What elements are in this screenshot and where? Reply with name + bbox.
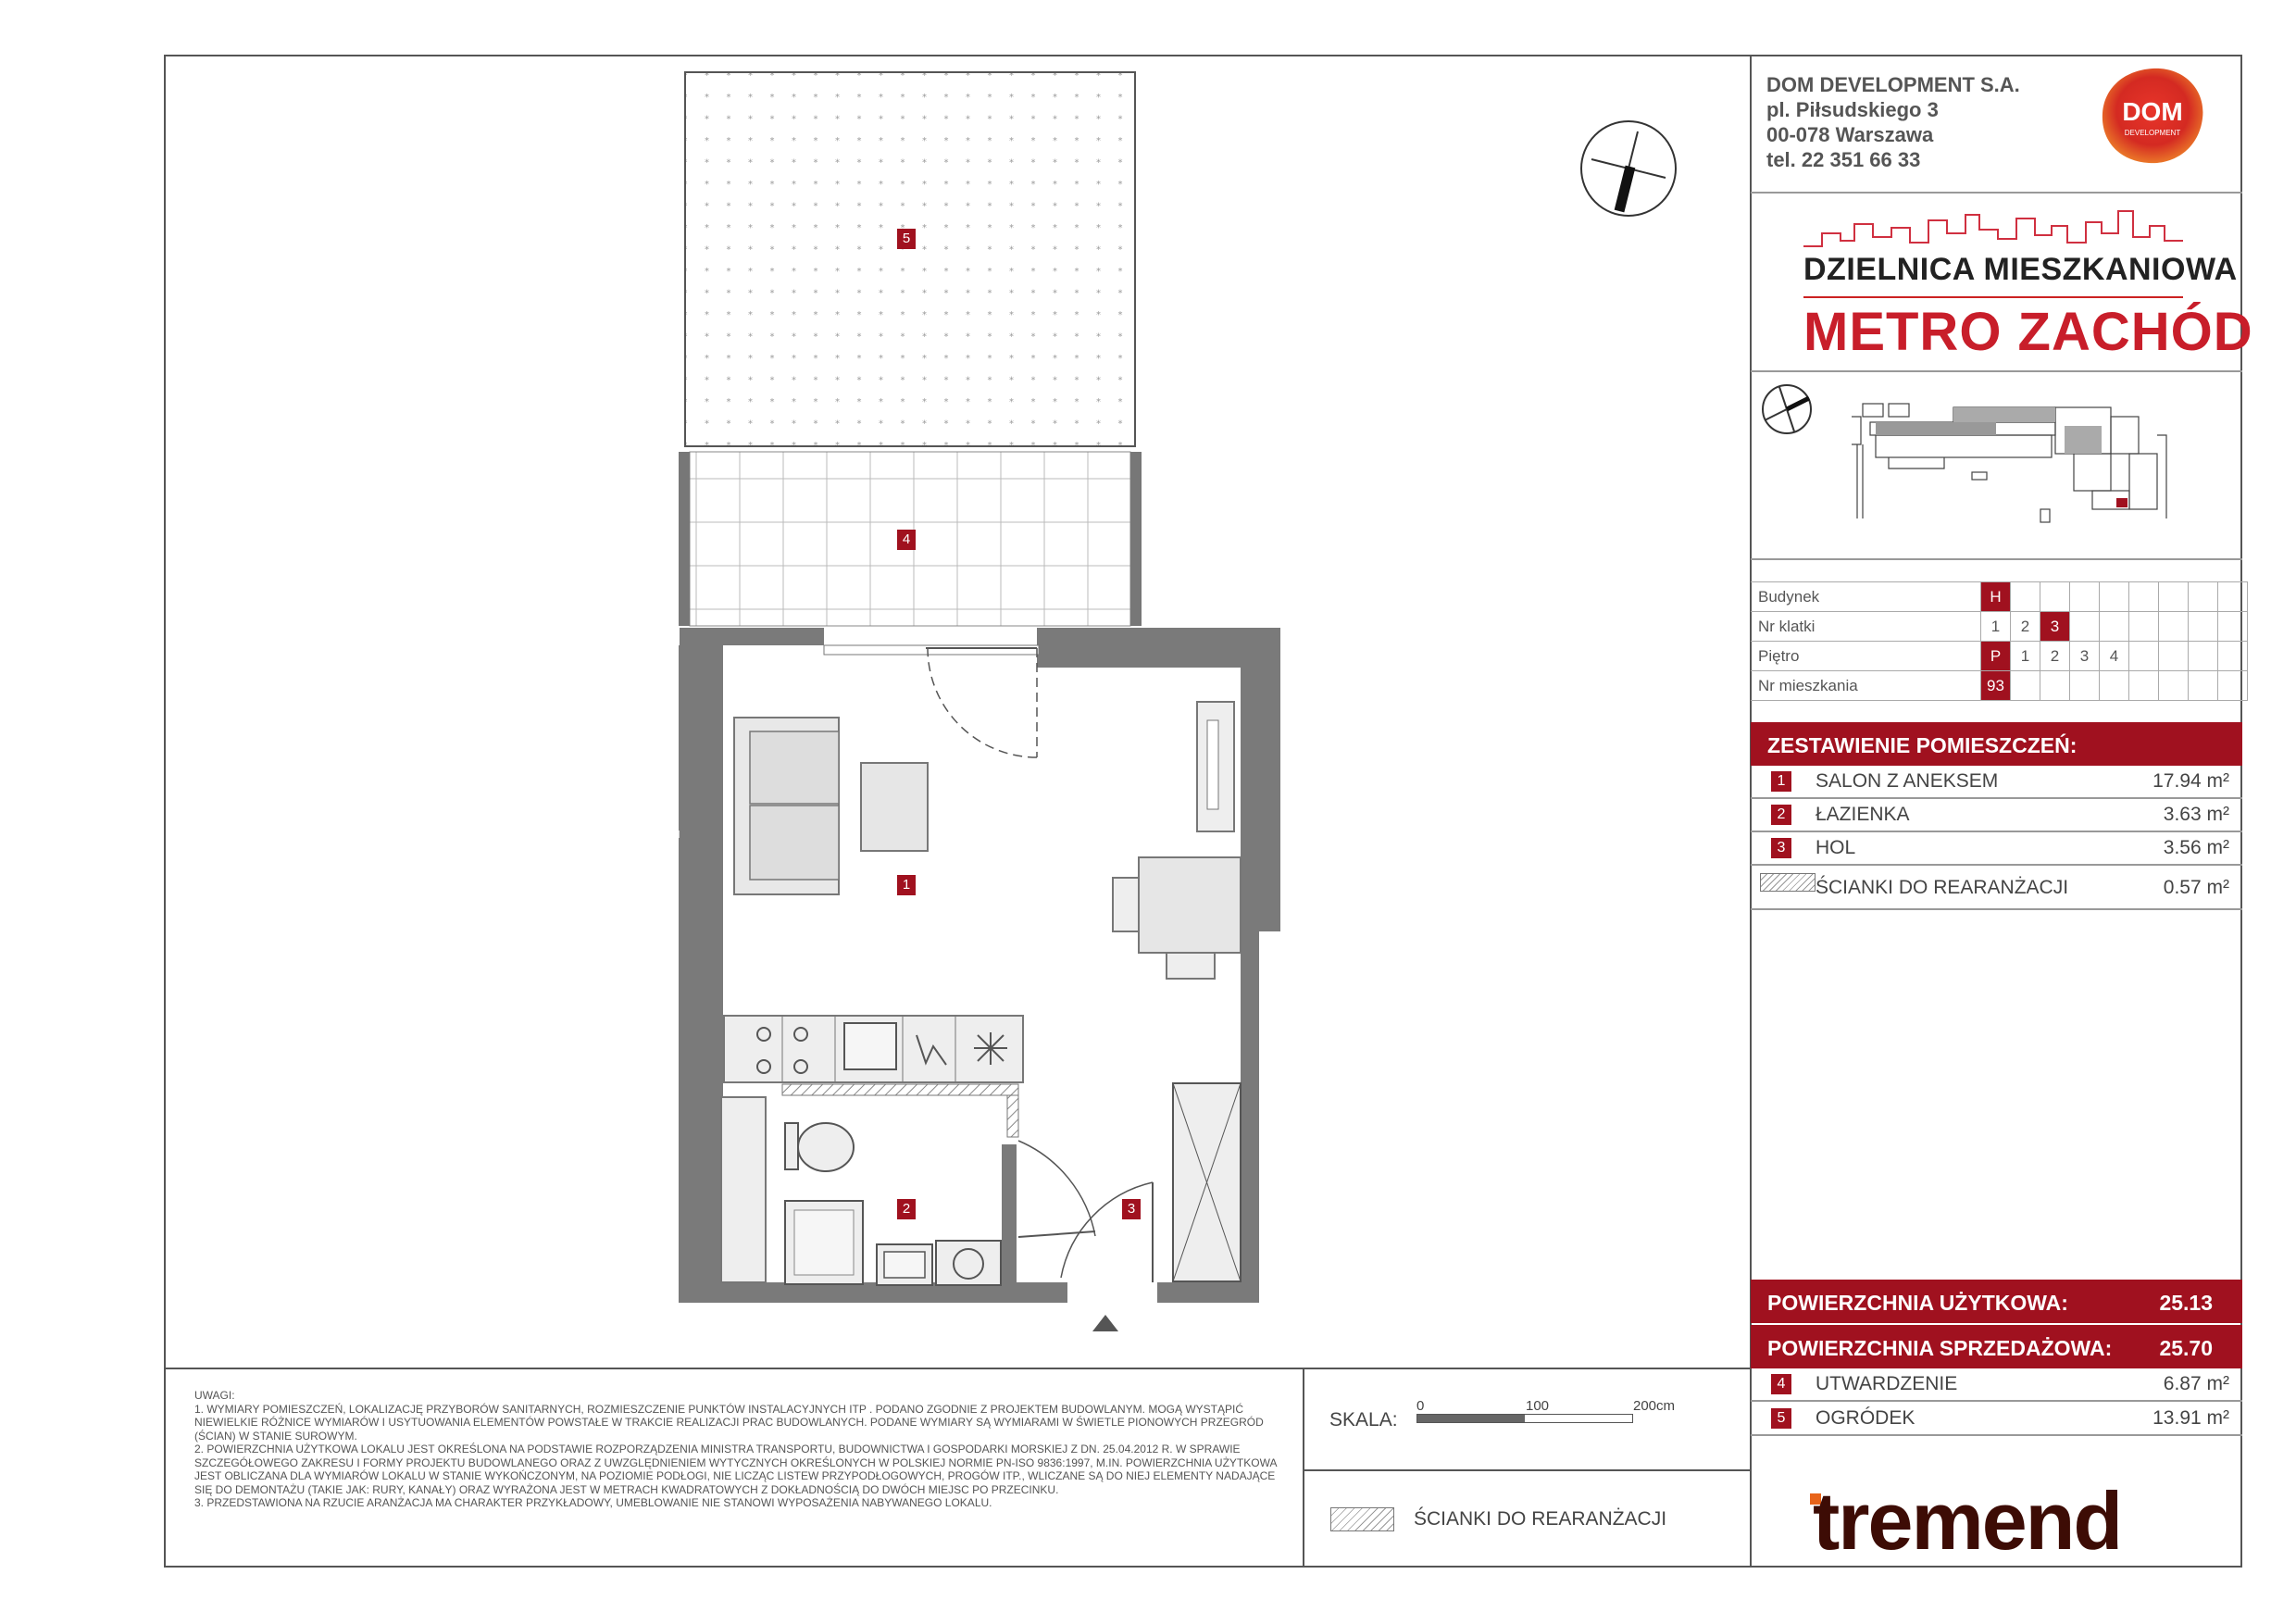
plan-label-garden: 5 (897, 229, 916, 249)
terrace-side-wall-left (679, 452, 690, 626)
floor-value: P (1981, 642, 2011, 671)
plan-label-bathroom: 2 (897, 1199, 916, 1219)
plan-label-hall: 3 (1122, 1199, 1141, 1219)
brand-divider (1751, 370, 2242, 372)
building-value: H (1981, 582, 2011, 612)
tremend-logo: tremend (1813, 1475, 2122, 1567)
brand-rule (1803, 296, 2183, 298)
wall-south-2 (1157, 1282, 1259, 1303)
project-line2: METRO ZACHÓD (1803, 302, 2253, 362)
scale-tick: 0 (1416, 1398, 1425, 1414)
rooms-header: ZESTAWIENIE POMIESZCZEŃ: (1751, 722, 2242, 766)
company-city: 00-078 Warszawa (1766, 123, 1934, 146)
hatch-legend-icon (1330, 1507, 1394, 1531)
scale-bar (1416, 1414, 1633, 1423)
row-stairwell: Nr klatki 1 2 3 (1751, 612, 2248, 642)
walls-row: ŚCIANKI DO REARANŻACJI 0.57 m² (1751, 866, 2242, 910)
plan-label-terrace: 4 (897, 530, 916, 550)
terrace-side-wall-right (1130, 452, 1142, 626)
site-plan-thumbnail (1759, 380, 2240, 556)
garden-area (685, 72, 1135, 446)
note-item: 2. POWIERZCHNIA UŻYTKOWA LOKALU JEST OKREŚLONA NA PODSTAWIE ROZPORZĄDZENIA MINISTRA TRANSPORTU, BUDOWNICTWA I GOSPODARKI MORSKIEJ Z DN. 25.04.2012 R. W SPRAWIE SZCZEGÓŁOWEGO ZAKRESU I FORMY PROJEKTU BUDOWLANEGO ORAZ Z UWZGLĘDNIENIEM WYTYCZNYCH OKREŚLONYCH W POLSKIEJ NORMIE PN-ISO 9836:1997, M.IN. POWIERZCHNIA UŻYTKOWA JEST OBLICZANA DLA WYMIARÓW LOKALU W STANIE WYKOŃCZONYM, NA POZIOMIE PODŁOGI, NIE LICZĄC LISTEW PRZYPODŁOGOWYCH, PROGÓW ITP., WLICZANE SĄ DO NIEJ ELEMENTY NADAJĄCE SIĘ DO DEMONTAŻU (TAKIE JAK: RURY, KANAŁY) ORAZ WYRAŻONA JEST W METRACH KWADRATOWYCH Z DOKŁADNOŚCIĄ DO DWÓCH MIEJSC PO PRZECINKU. (194, 1443, 1277, 1496)
outdoor-row: 5 OGRÓDEK 13.91 m² (1751, 1403, 2242, 1436)
row-floor: Piętro P 1 2 3 4 (1751, 642, 2248, 671)
note-item: 3. PRZEDSTAWIONA NA RZUCIE ARANŻACJA MA CHARAKTER PRZYKŁADOWY, UMEBLOWANIE NIE STANOWI WYPOSAŻENIA NABYWANEGO LOKALU. (194, 1496, 992, 1509)
scale-tick: 100 (1526, 1398, 1550, 1414)
apartment-info-table (1751, 581, 2248, 701)
apartment-number: 93 (1981, 671, 2011, 701)
notes-block (194, 1389, 1287, 1510)
label-stairwell: Nr klatki (1751, 612, 1981, 642)
svg-text:DOM: DOM (2122, 97, 2183, 126)
row-building (1751, 582, 2248, 612)
stairwell-value: 3 (2040, 612, 2070, 642)
notes-header: UWAGI: (194, 1389, 235, 1402)
company-phone: tel. 22 351 66 33 (1766, 148, 1921, 171)
floor-plan (648, 65, 1296, 1343)
note-item: 1. WYMIARY POMIESZCZEŃ, LOKALIZACJĘ PRZYBORÓW SANITARNYCH, ROZMIESZCZENIE PUNKTÓW INSTALACYJNYCH ITP . PODANO ZGODNIE Z PROJEKTEM BUDOWLANYM. MOGĄ WYSTĄPIĆ NIEWIELKIE RÓŻNICE WYMIARÓW I USYTUOWANIA ELEMENTÓW POWSTAŁE W TRAKCIE REALIZACJI PRAC BUDOWLANYCH. PODANE WYMIARY SĄ WYMIARAMI W ŚWIETLE PIONOWYCH PRZEGRÓD (ŚCIAN) W STANIE SUROWYM. (194, 1402, 1264, 1443)
outdoor-row: 4 UTWARDZENIE 6.87 m² (1751, 1368, 2242, 1402)
label-building: Budynek (1751, 582, 1981, 612)
scale-legend-divider (1303, 1469, 1751, 1471)
project-line1: DZIELNICA MIESZKANIOWA (1803, 252, 2238, 287)
scale-label: SKALA: (1329, 1409, 1398, 1430)
scale-tick: 200cm (1633, 1398, 1676, 1414)
skyline-icon (1803, 206, 2183, 250)
site-divider (1751, 558, 2242, 560)
hatch-swatch-icon (1760, 873, 1816, 892)
sale-area-bar: POWIERZCHNIA SPRZEDAŻOWA: 25.70 (1751, 1325, 2242, 1368)
label-floor: Piętro (1751, 642, 1981, 671)
entrance-marker (1092, 1315, 1118, 1331)
svg-text:DEVELOPMENT: DEVELOPMENT (2124, 129, 2181, 137)
room-row: 2 ŁAZIENKA 3.63 m² (1751, 799, 2242, 832)
legend-label: ŚCIANKI DO REARANŻACJI (1414, 1508, 1667, 1530)
plan-label-living: 1 (897, 875, 916, 895)
label-apartment: Nr mieszkania (1751, 671, 1981, 701)
compass-icon (1578, 119, 1678, 219)
room-row: 3 HOL 3.56 m² (1751, 832, 2242, 866)
dom-development-logo (2097, 65, 2208, 167)
notes-divider (164, 1368, 1751, 1369)
wall-east (1037, 628, 1280, 1302)
usable-area-bar: POWIERZCHNIA UŻYTKOWA: 25.13 (1751, 1280, 2242, 1323)
logo-divider (1751, 192, 2242, 194)
wall-south (679, 1282, 1067, 1303)
room-row: 1 SALON Z ANEKSEM 17.94 m² (1751, 766, 2242, 799)
company-street: pl. Piłsudskiego 3 (1766, 98, 1939, 121)
row-apartment (1751, 671, 2248, 701)
notes-scale-divider (1303, 1368, 1304, 1568)
company-name: DOM DEVELOPMENT S.A. (1766, 73, 2020, 96)
